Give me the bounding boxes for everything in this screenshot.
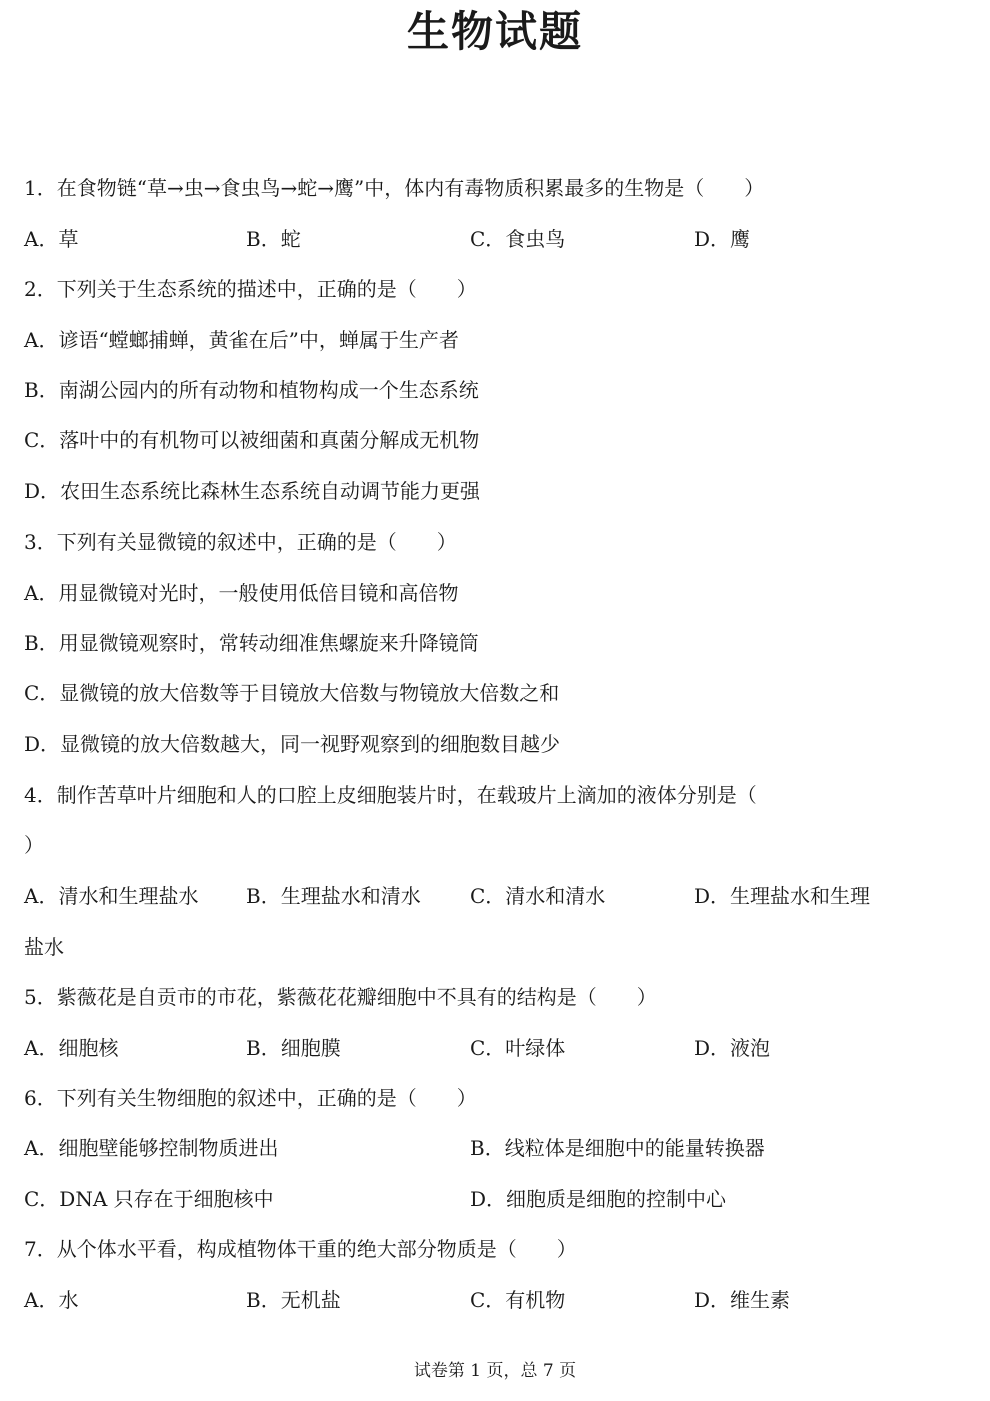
- question-5-option-c: C．叶绿体: [470, 1036, 566, 1060]
- question-7-option-c: C．有机物: [470, 1288, 566, 1312]
- question-1-option-a: A．草: [24, 227, 79, 251]
- question-3-option-c: C．显微镜的放大倍数等于目镜放大倍数与物镜放大倍数之和: [24, 681, 560, 705]
- question-1-option-d: D．鹰: [694, 227, 751, 251]
- question-3-stem: 3．下列有关显微镜的叙述中，正确的是（ ）: [24, 530, 457, 554]
- question-5-option-d: D．液泡: [694, 1036, 771, 1060]
- question-7-option-a: A．水: [24, 1288, 79, 1312]
- question-7-stem: 7．从个体水平看，构成植物体干重的绝大部分物质是（ ）: [24, 1237, 577, 1261]
- question-7-option-d: D．维生素: [694, 1288, 791, 1312]
- question-2-option-b: B．南湖公园内的所有动物和植物构成一个生态系统: [24, 378, 479, 402]
- question-6-option-d: D．细胞质是细胞的控制中心: [470, 1187, 727, 1211]
- question-6-stem: 6．下列有关生物细胞的叙述中，正确的是（ ）: [24, 1086, 477, 1110]
- question-4-option-c: C．清水和清水: [470, 884, 606, 908]
- question-4-option-b: B．生理盐水和清水: [246, 884, 421, 908]
- question-2-option-c: C．落叶中的有机物可以被细菌和真菌分解成无机物: [24, 428, 480, 452]
- question-2-option-a: A．谚语“螳螂捕蝉，黄雀在后”中，蝉属于生产者: [24, 328, 459, 352]
- question-5-option-a: A．细胞核: [24, 1036, 119, 1060]
- question-1-stem: 1．在食物链“草→虫→食虫鸟→蛇→鹰”中，体内有毒物质积累最多的生物是（ ）: [24, 176, 765, 200]
- question-3-option-d: D．显微镜的放大倍数越大，同一视野观察到的细胞数目越少: [24, 732, 561, 756]
- question-6-option-c: C．DNA 只存在于细胞核中: [24, 1187, 274, 1211]
- question-4-option-d-continuation: 盐水: [24, 935, 64, 959]
- question-7-option-b: B．无机盐: [246, 1288, 341, 1312]
- question-3-option-b: B．用显微镜观察时，常转动细准焦螺旋来升降镜筒: [24, 631, 479, 655]
- question-6-option-b: B．线粒体是细胞中的能量转换器: [470, 1136, 765, 1160]
- question-4-option-d: D．生理盐水和生理: [694, 884, 871, 908]
- question-6-option-a: A．细胞壁能够控制物质进出: [24, 1136, 279, 1160]
- question-4-stem-continuation: ）: [24, 833, 44, 857]
- question-2-option-d: D．农田生态系统比森林生态系统自动调节能力更强: [24, 479, 481, 503]
- page-footer: 试卷第 1 页，总 7 页: [413, 1361, 577, 1381]
- question-1-option-b: B．蛇: [246, 227, 301, 251]
- question-2-stem: 2．下列关于生态系统的描述中，正确的是（ ）: [24, 277, 477, 301]
- question-4-option-a: A．清水和生理盐水: [24, 884, 199, 908]
- question-1-option-c: C．食虫鸟: [470, 227, 566, 251]
- question-4-stem: 4．制作苦草叶片细胞和人的口腔上皮细胞装片时，在载玻片上滴加的液体分别是（: [24, 783, 757, 807]
- question-5-option-b: B．细胞膜: [246, 1036, 341, 1060]
- question-5-stem: 5．紫薇花是自贡市的市花，紫薇花花瓣细胞中不具有的结构是（ ）: [24, 985, 657, 1009]
- exam-title: 生物试题: [406, 7, 583, 56]
- question-3-option-a: A．用显微镜对光时，一般使用低倍目镜和高倍物: [24, 581, 459, 605]
